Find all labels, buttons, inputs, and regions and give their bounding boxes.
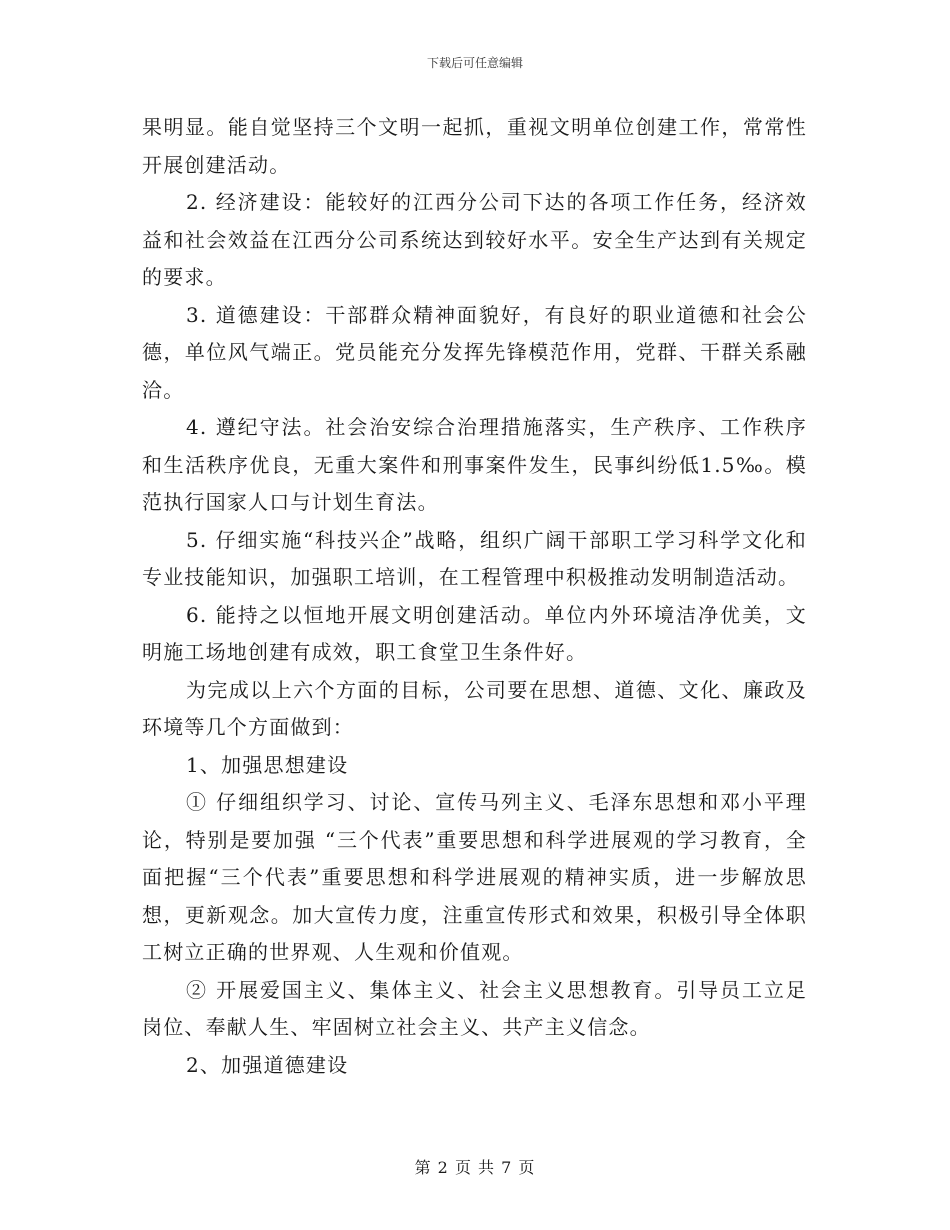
section-heading-morality: 2、加强道德建设 xyxy=(186,1052,349,1077)
paragraph-ideology-item-1: ① 仔细组织学习、讨论、宣传马列主义、毛泽东思想和邓小平理论，特别是要加强 “三个代表”重要思想和科学进展观的学习教育，全面把握“三个代表”重要思想和科学进展观的精神实质，进一步解放思想，更新观念。加大宣传力度，注重宣传形式和效果，积极引导全体职工树立正确的世界观、人生观和价值观。 xyxy=(142,790,807,964)
page-footer: 第 2 页 共 7 页 xyxy=(414,1158,536,1177)
paragraph-law-abiding: 4. 遵纪守法。社会治安综合治理措施落实，生产秩序、工作秩序和生活秩序优良，无重大案件和刑事案件发生，民事纠纷低1.5‰。模范执行国家人口与计划生育法。 xyxy=(142,415,807,514)
page-header: 下载后可任意编辑 xyxy=(426,56,523,70)
paragraph-economic-construction: 2. 经济建设：能较好的江西分公司下达的各项工作任务，经济效益和社会效益在江西分公司系统达到较好水平。安全生产达到有关规定的要求。 xyxy=(142,190,807,289)
paragraph-goals-intro: 为完成以上六个方面的目标，公司要在思想、道德、文化、廉政及环境等几个方面做到： xyxy=(142,677,807,739)
paragraph-ideology-item-2: ② 开展爱国主义、集体主义、社会主义思想教育。引导员工立足岗位、奉献人生、牢固树立社会主义、共产主义信念。 xyxy=(142,977,807,1039)
document-body xyxy=(142,109,807,1084)
paragraph-technology-strategy: 5. 仔细实施“科技兴企”战略，组织广阔干部职工学习科学文化和专业技能知识，加强职工培训，在工程管理中积极推动发明制造活动。 xyxy=(142,527,807,589)
paragraph-continuation: 果明显。能自觉坚持三个文明一起抓，重视文明单位创建工作，常常性开展创建活动。 xyxy=(142,115,807,177)
paragraph-civilization-activities: 6. 能持之以恒地开展文明创建活动。单位内外环境洁净优美，文明施工场地创建有成效，职工食堂卫生条件好。 xyxy=(142,602,807,664)
section-heading-ideology: 1、加强思想建设 xyxy=(186,752,349,777)
paragraph-moral-construction: 3. 道德建设：干部群众精神面貌好，有良好的职业道德和社会公德，单位风气端正。党员能充分发挥先锋模范作用，党群、干群关系融洽。 xyxy=(142,302,807,402)
